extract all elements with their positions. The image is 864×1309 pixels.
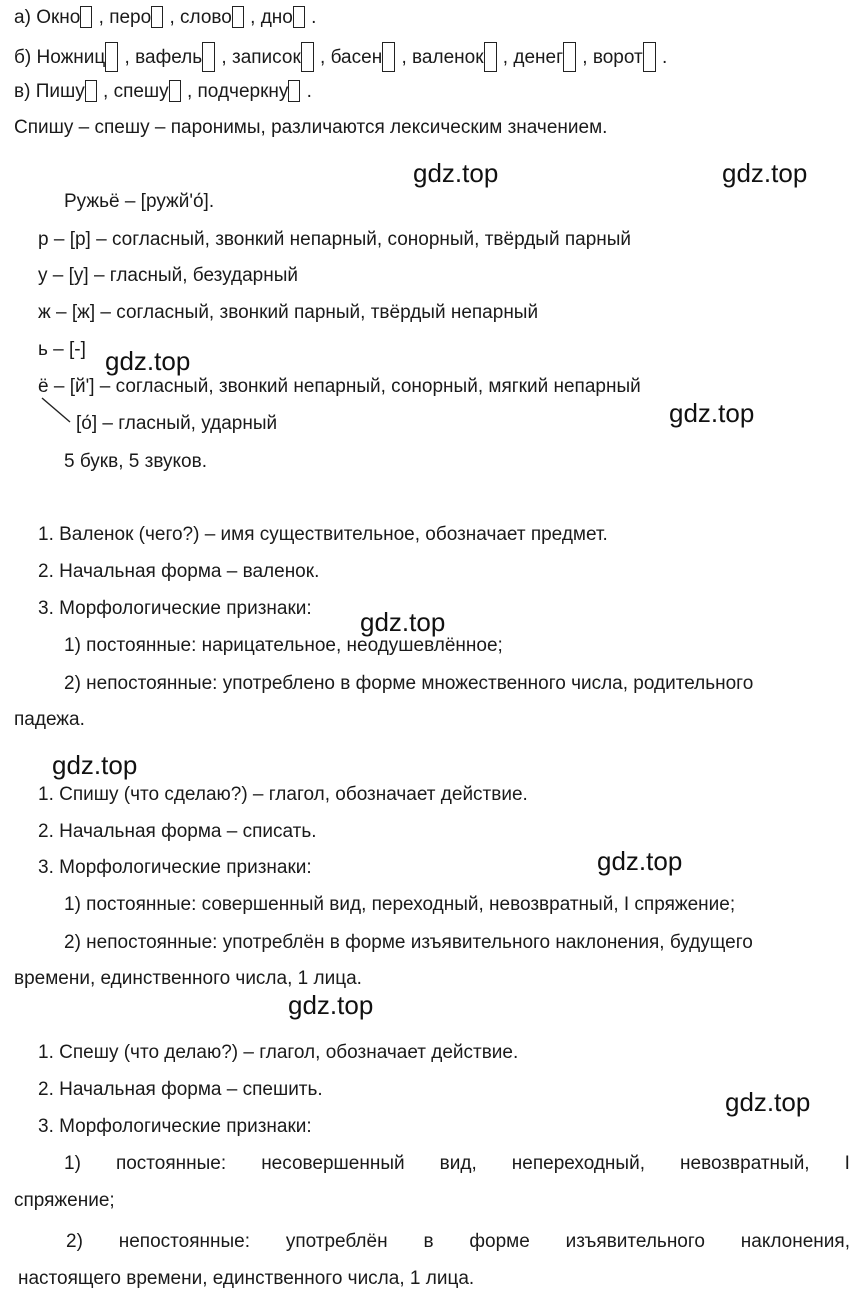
speshu-l4-word: 1) [64, 1153, 81, 1174]
zero-ending-box [643, 42, 656, 72]
spishu-line-6: времени, единственного числа, 1 лица. [14, 968, 362, 989]
zero-ending-box [105, 42, 118, 72]
word-speshu: спешу [113, 81, 169, 102]
word-basen: басен [330, 47, 383, 68]
line-c: в) Пишу , спешу , подчеркну . [14, 81, 312, 102]
speshu-l4-word: постоянные: [115, 1153, 227, 1174]
word-pero: перо [109, 7, 152, 28]
speshu-l4-word: вид, [439, 1153, 477, 1174]
ending-box [232, 6, 244, 28]
ending-box [80, 6, 92, 28]
speshu-line-5 [14, 1230, 850, 1254]
speshu-l5-word: 2) [66, 1231, 83, 1252]
watermark-text: gdz.top [105, 346, 191, 376]
valenok-line-6: падежа. [14, 709, 85, 730]
paronyms-text: Спишу – спешу – паронимы, различаются лексическим значением. [14, 117, 608, 138]
word-pishu: Пишу [35, 81, 85, 102]
valenok-line-3: 3. Морфологические признаки: [38, 598, 312, 619]
speshu-line-1: 1. Спешу (что делаю?) – глагол, обозначает действие. [38, 1042, 519, 1063]
speshu-l5-word: изъявительного [565, 1231, 705, 1252]
line-c-prefix: в) [14, 81, 31, 102]
speshu-l4-word: непереходный, [511, 1153, 645, 1174]
spishu-line-2: 2. Начальная форма – списать. [38, 821, 317, 842]
speshu-line-4b: спряжение; [14, 1190, 115, 1211]
zero-ending-box [563, 42, 576, 72]
phonetic-row-zh: ж – [ж] – согласный, звонкий парный, твёрдый непарный [38, 302, 539, 323]
valenok-line-4: 1) постоянные: нарицательное, неодушевлённое; [64, 635, 503, 656]
branch-line [38, 396, 78, 426]
word-valenok: валенок [412, 47, 484, 68]
watermark-text: gdz.top [52, 750, 138, 780]
word-slovo: слово [180, 7, 232, 28]
speshu-line-2: 2. Начальная форма – спешить. [38, 1079, 323, 1100]
word-nozhnits: Ножниц [36, 47, 106, 68]
speshu-l5-word: наклонения, [740, 1231, 850, 1252]
phonetic-row-u: у – [у] – гласный, безударный [38, 265, 298, 286]
word-dno: дно [260, 7, 293, 28]
ending-box [288, 80, 300, 102]
line-a-prefix: а) [14, 7, 31, 28]
word-podcherknu: подчеркну [197, 81, 289, 102]
valenok-line-1: 1. Валенок (чего?) – имя существительное, обозначает предмет. [38, 524, 608, 545]
valenok-line-2: 2. Начальная форма – валенок. [38, 561, 320, 582]
line-a: а) Окно , перо , слово , дно . [14, 7, 317, 28]
ending-box [293, 6, 305, 28]
spishu-line-5: 2) непостоянные: употреблён в форме изъявительного наклонения, будущего [64, 932, 753, 953]
speshu-l5-word: форме [469, 1231, 530, 1252]
watermark-text: gdz.top [597, 846, 683, 876]
spishu-line-3: 3. Морфологические признаки: [38, 857, 312, 878]
word-deneg: денег [513, 47, 564, 68]
speshu-l4-word: невозвратный, [680, 1153, 810, 1174]
zero-ending-box [202, 42, 215, 72]
speshu-l4-word: несовершенный [261, 1153, 405, 1174]
phonetic-row-yo: ё – [й'] – согласный, звонкий непарный, сонорный, мягкий непарный [38, 376, 641, 397]
zero-ending-box [484, 42, 497, 72]
word-vafel: вафель [135, 47, 203, 68]
phonetic-summary: 5 букв, 5 звуков. [64, 451, 207, 472]
speshu-l5-word: употреблён [285, 1231, 388, 1252]
speshu-l4-word: I [844, 1153, 850, 1174]
phonetic-row-soft-sign: ь – [-] [38, 339, 86, 360]
speshu-l5-word: непостоянные: [118, 1231, 250, 1252]
watermark-text: gdz.top [360, 607, 446, 637]
phonetic-word: Ружьё – [ружй'о́]. [64, 191, 215, 212]
zero-ending-box [301, 42, 314, 72]
line-b: б) Ножниц , вафель , записок , басен , валенок , денег , ворот . [14, 42, 667, 72]
ending-box [169, 80, 181, 102]
ending-box [151, 6, 163, 28]
spishu-line-1: 1. Спишу (что сделаю?) – глагол, обозначает действие. [38, 784, 528, 805]
word-zapisok: записок [231, 47, 301, 68]
watermark-text: gdz.top [725, 1087, 811, 1117]
speshu-line-4 [14, 1152, 850, 1176]
valenok-line-5: 2) непостоянные: употреблено в форме множественного числа, родительного [64, 673, 754, 694]
phonetic-row-o: [о́] – гласный, ударный [76, 413, 278, 434]
watermark-text: gdz.top [722, 158, 808, 188]
word-okno: Окно [36, 7, 81, 28]
watermark-text: gdz.top [413, 158, 499, 188]
speshu-line-3: 3. Морфологические признаки: [38, 1116, 312, 1137]
word-vorot: ворот [592, 47, 643, 68]
speshu-line-6: настоящего времени, единственного числа, 1 лица. [18, 1268, 475, 1289]
zero-ending-box [382, 42, 395, 72]
ending-box [85, 80, 97, 102]
watermark-text: gdz.top [669, 398, 755, 428]
spishu-line-4: 1) постоянные: совершенный вид, переходный, невозвратный, I спряжение; [64, 894, 736, 915]
phonetic-row-r: р – [р] – согласный, звонкий непарный, сонорный, твёрдый парный [38, 229, 632, 250]
speshu-l5-word: в [423, 1231, 434, 1252]
watermark-text: gdz.top [288, 990, 374, 1020]
line-b-prefix: б) [14, 47, 32, 68]
